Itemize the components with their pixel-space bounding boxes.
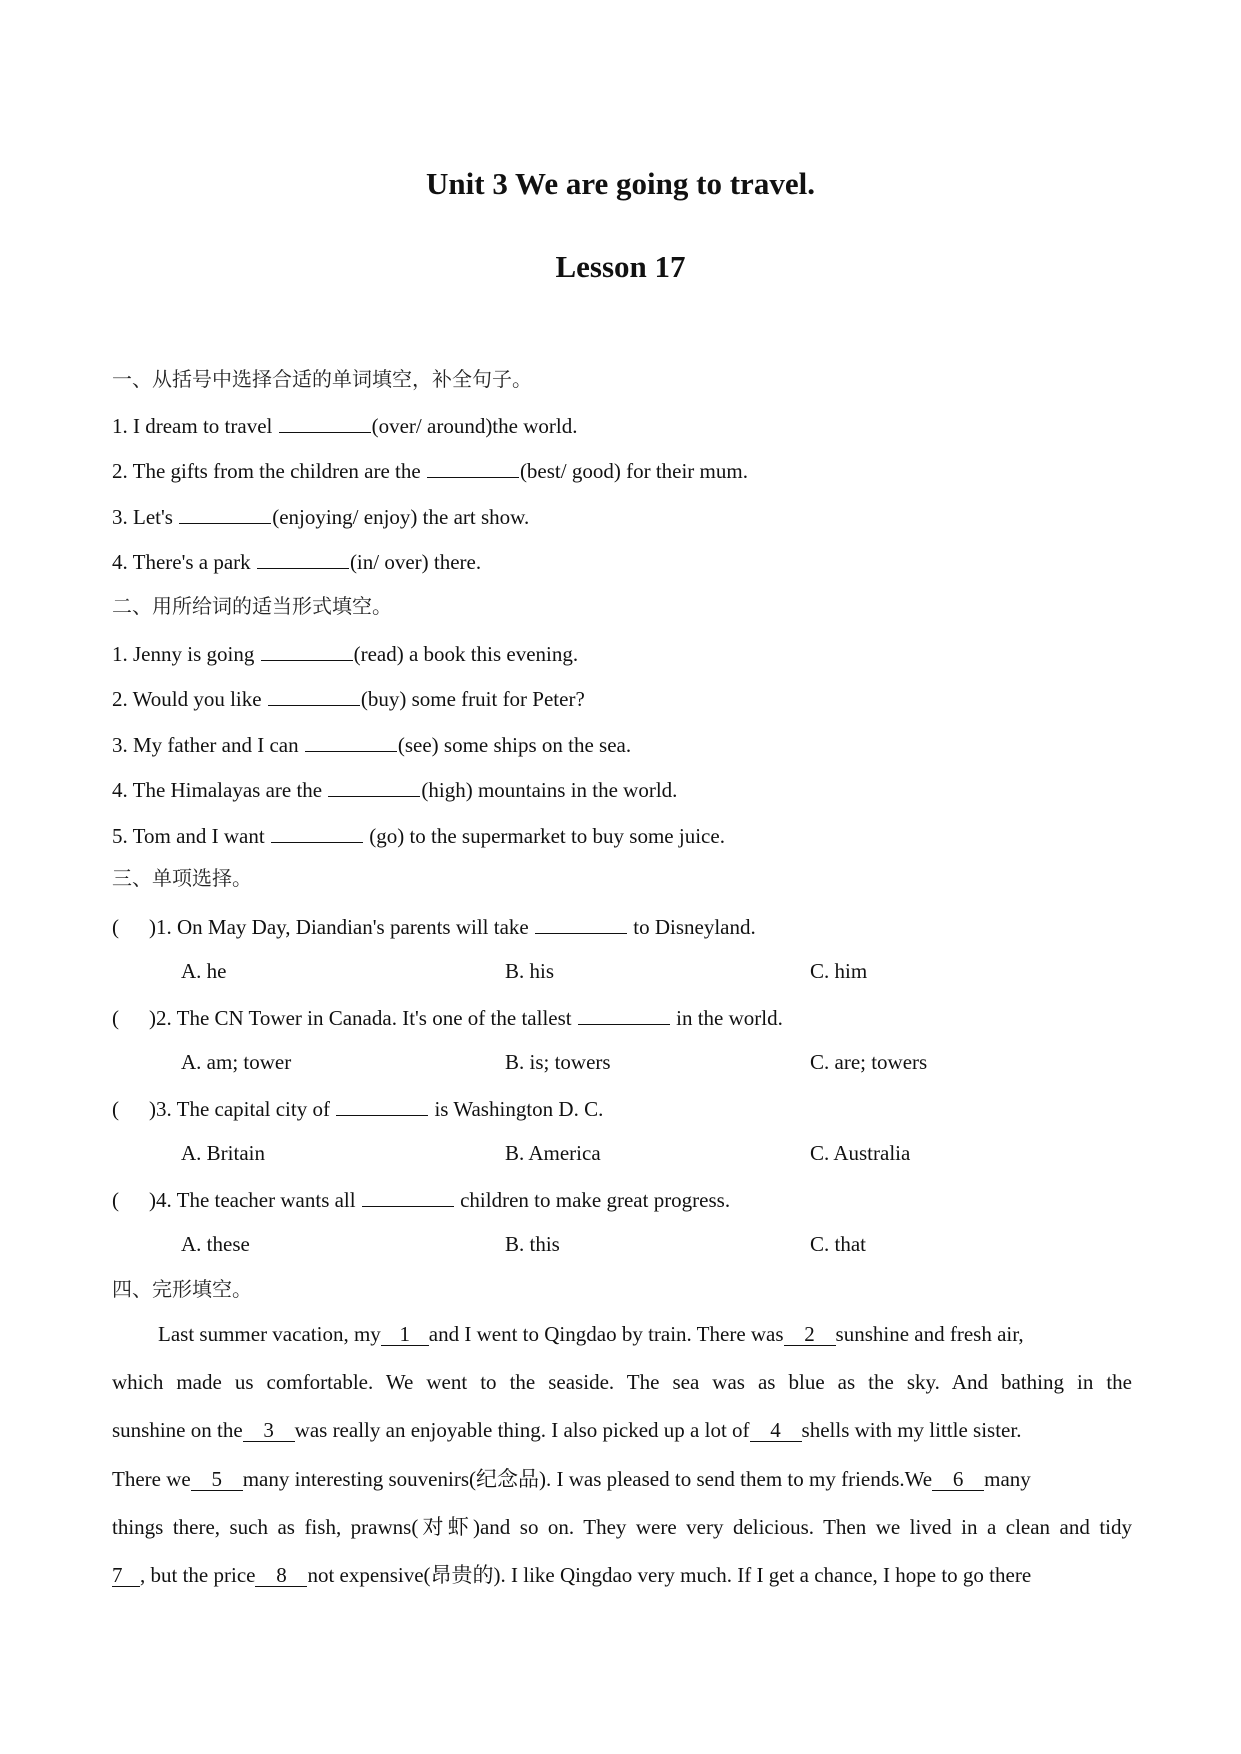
question-text: )3. The capital city of [149,1097,336,1121]
answer-blank[interactable] [257,550,349,569]
option-a[interactable]: A. Britain [181,1141,265,1165]
question-text: to Disneyland. [628,915,756,939]
passage-text: not expensive(昂贵的). I like Qingdao very much. If I get a chance, I hope to go there [307,1563,1032,1587]
section2-heading: 二、用所给词的适当形式填空。 [112,594,392,618]
question-text: children to make great progress. [454,1188,731,1212]
cloze-blank-5[interactable]: 5 [191,1469,243,1491]
section2-item-3 [112,733,631,756]
answer-blank[interactable] [362,1188,454,1207]
item-text: 4. The Himalayas are the [112,778,328,802]
option-a[interactable]: A. these [181,1232,250,1256]
item-text: 3. Let's [112,505,179,529]
item-text: 3. My father and I can [112,733,304,757]
passage-line-2: which made us comfortable. We went to the seaside. The sea was as blue as the sky. And bathing in the [112,1370,1132,1394]
item-text: (over/ around)the world. [371,414,578,438]
section3-heading: 三、单项选择。 [112,866,252,890]
answer-blank[interactable] [261,642,353,661]
answer-blank[interactable] [179,505,271,524]
option-b[interactable]: B. America [505,1141,601,1165]
question-text: in the world. [670,1006,783,1030]
section1-item-4 [112,550,481,573]
passage-line-4 [112,1469,1132,1491]
question-text: )4. The teacher wants all [149,1188,361,1212]
item-text: 1. Jenny is going [112,642,260,666]
cloze-blank-8[interactable]: 8 [255,1565,307,1587]
answer-blank[interactable] [328,778,420,797]
section1-item-3 [112,505,529,528]
question-text: )2. The CN Tower in Canada. It's one of the tallest [149,1006,577,1030]
answer-blank[interactable] [427,459,519,478]
cloze-blank-2[interactable]: 2 [784,1324,836,1346]
passage-text: many [984,1467,1031,1491]
passage-text: many interesting souvenirs(纪念品). I was pleased to send them to my friends.We [242,1467,933,1491]
question-text: is Washington D. C. [429,1097,604,1121]
cloze-blank-6[interactable]: 6 [932,1469,984,1491]
answer-blank[interactable] [305,733,397,752]
section2-item-1 [112,642,578,665]
lesson-title: Lesson 17 [555,249,686,284]
unit-title: Unit 3 We are going to travel. [426,166,815,201]
item-text: (in/ over) there. [349,550,482,574]
section1-item-1 [112,414,577,437]
item-text: (go) to the supermarket to buy some juice. [363,824,725,848]
section1-heading: 一、从括号中选择合适的单词填空，补全句子。 [112,367,532,391]
item-text: (buy) some fruit for Peter? [360,687,585,711]
passage-text: was really an enjoyable thing. I also picked up a lot of [294,1418,750,1442]
cloze-blank-1[interactable]: 1 [381,1324,429,1346]
cloze-blank-4[interactable]: 4 [750,1420,802,1442]
answer-blank[interactable] [271,824,363,843]
option-c[interactable]: C. that [810,1232,866,1256]
option-a[interactable]: A. am; tower [181,1050,292,1074]
section2-item-4 [112,778,677,801]
passage-line-6 [112,1565,1132,1587]
option-c[interactable]: C. are; towers [810,1050,928,1074]
passage-text: shells with my little sister. [801,1418,1022,1442]
question-3: ( )3. The capital city of is Washington D. C. [112,1097,604,1121]
question-2: ( )2. The CN Tower in Canada. It's one of the tallest in the world. [112,1006,783,1030]
option-a[interactable]: A. he [181,959,227,983]
item-text: (read) a book this evening. [353,642,579,666]
answer-blank[interactable] [268,687,360,706]
cloze-blank-7[interactable]: 7 [112,1565,140,1587]
option-b[interactable]: B. this [505,1232,560,1256]
passage-text: sunshine and fresh air, [835,1322,1024,1346]
question-text: )1. On May Day, Diandian's parents will take [149,915,534,939]
option-c[interactable]: C. Australia [810,1141,911,1165]
answer-blank[interactable] [336,1097,428,1116]
section2-item-2 [112,687,585,710]
item-text: (enjoying/ enjoy) the art show. [272,505,530,529]
item-text: (see) some ships on the sea. [397,733,632,757]
passage-text: sunshine on the [112,1418,243,1442]
option-b[interactable]: B. his [505,959,555,983]
section2-item-5 [112,824,725,847]
passage-text: and I went to Qingdao by train. There was [428,1322,784,1346]
item-text: 2. The gifts from the children are the [112,459,426,483]
item-text: (high) mountains in the world. [421,778,678,802]
section4-heading: 四、完形填空。 [112,1277,252,1301]
passage-text: , but the price [140,1563,256,1587]
cloze-blank-3[interactable]: 3 [243,1420,295,1442]
option-c[interactable]: C. him [810,959,868,983]
option-b[interactable]: B. is; towers [505,1050,611,1074]
question-1: ( )1. On May Day, Diandian's parents will take to Disneyland. [112,915,756,939]
answer-blank[interactable] [535,915,627,934]
passage-line-3 [112,1420,1132,1442]
item-text: 5. Tom and I want [112,824,270,848]
answer-blank[interactable] [578,1006,670,1025]
item-text: 1. I dream to travel [112,414,278,438]
item-text: 4. There's a park [112,550,256,574]
answer-blank[interactable] [279,414,371,433]
passage-line-5: things there, such as fish, prawns(对虾)and so on. They were very delicious. Then we lived in a clean and tidy [112,1515,1132,1539]
passage-line-1 [158,1324,1132,1346]
question-4: ( )4. The teacher wants all children to make great progress. [112,1188,731,1212]
passage-text: Last summer vacation, my [158,1322,381,1346]
item-text: 2. Would you like [112,687,267,711]
item-text: (best/ good) for their mum. [519,459,748,483]
section1-item-2 [112,459,748,482]
passage-text: There we [112,1467,191,1491]
